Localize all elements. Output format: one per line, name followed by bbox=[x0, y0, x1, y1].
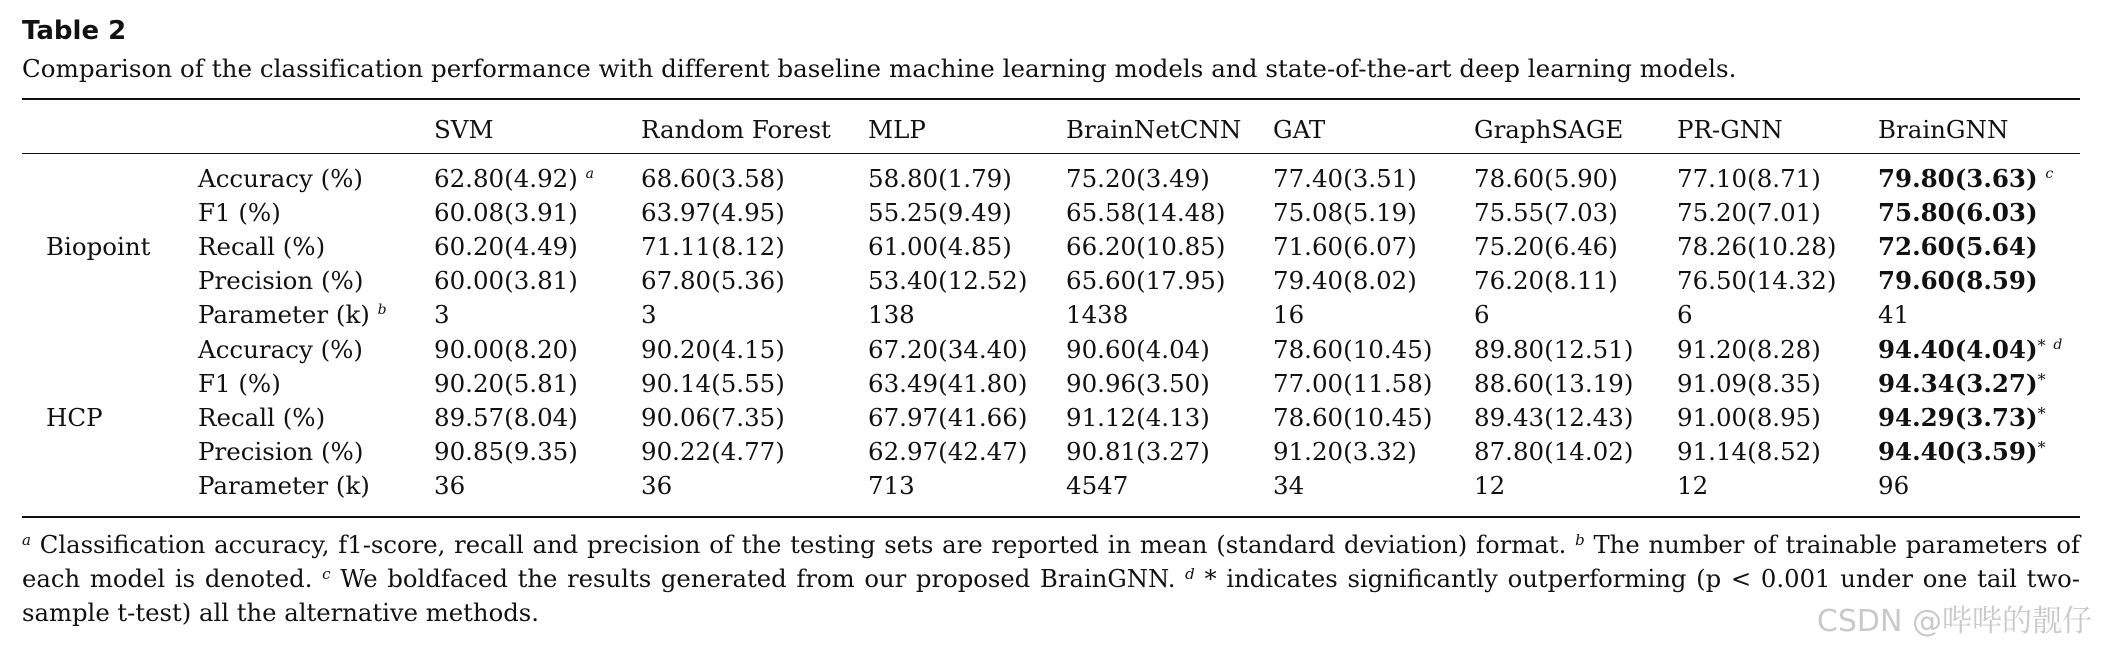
value-cell bbox=[1066, 298, 1273, 332]
metric-cell bbox=[198, 264, 434, 298]
footnote-mark: c bbox=[322, 565, 331, 583]
value-cell bbox=[1474, 400, 1677, 434]
value: 75.20(6.46) bbox=[1474, 231, 1618, 261]
table-title: Table 2 bbox=[22, 16, 127, 46]
metric-label: Precision (%) bbox=[198, 437, 364, 467]
value-cell bbox=[1273, 298, 1474, 332]
value: 60.08(3.91) bbox=[434, 197, 578, 227]
column-header: Random Forest bbox=[641, 115, 831, 144]
value-cell bbox=[1878, 469, 2080, 503]
column-header: PR-GNN bbox=[1677, 115, 1783, 144]
table-row bbox=[22, 264, 2080, 298]
value-cell bbox=[1273, 469, 1474, 503]
value: 75.20(7.01) bbox=[1677, 197, 1821, 227]
significance-star: * bbox=[2037, 403, 2046, 423]
metric-label: Recall (%) bbox=[198, 231, 326, 261]
value-cell bbox=[434, 400, 641, 434]
value-cell bbox=[1677, 264, 1878, 298]
value-cell bbox=[434, 332, 641, 366]
value-cell bbox=[1474, 264, 1677, 298]
value-cell bbox=[868, 229, 1066, 263]
value: 58.80(1.79) bbox=[868, 163, 1012, 193]
table-row bbox=[22, 400, 2080, 434]
value: 76.50(14.32) bbox=[1677, 266, 1837, 296]
table-row bbox=[22, 366, 2080, 400]
value-cell bbox=[1878, 332, 2080, 366]
value: 65.58(14.48) bbox=[1066, 197, 1226, 227]
value-cell bbox=[1677, 366, 1878, 400]
footnote-mark: b bbox=[1575, 531, 1585, 549]
value: 91.00(8.95) bbox=[1677, 402, 1821, 432]
table-row bbox=[22, 469, 2080, 503]
footnote-text: The number of trainable parameters of each model is denoted. bbox=[22, 530, 2080, 593]
value-cell bbox=[434, 435, 641, 469]
header-row bbox=[22, 106, 2080, 153]
value: 36 bbox=[434, 471, 466, 501]
table-row bbox=[22, 195, 2080, 229]
value-cell bbox=[868, 435, 1066, 469]
best-value: 94.40(3.59) bbox=[1878, 437, 2038, 467]
column-header: BrainGNN bbox=[1878, 115, 2009, 144]
table-caption: Comparison of the classification performance with different baseline machine learning models and state-of-the-art deep learning models. bbox=[22, 54, 1737, 83]
footnote-mark: a bbox=[22, 531, 31, 549]
table-row bbox=[22, 298, 2080, 332]
value-cell bbox=[1066, 229, 1273, 263]
table-row bbox=[22, 161, 2080, 195]
metric-cell bbox=[198, 161, 434, 195]
value: 16 bbox=[1273, 300, 1305, 330]
header-blank bbox=[22, 106, 198, 153]
value-cell bbox=[1474, 229, 1677, 263]
footnote-mark: d bbox=[1185, 565, 1195, 583]
value-cell bbox=[641, 435, 868, 469]
column-header: BrainNetCNN bbox=[1066, 115, 1242, 144]
best-value: 72.60(5.64) bbox=[1878, 231, 2038, 261]
value: 3 bbox=[641, 300, 657, 330]
footnote-mark: b bbox=[377, 302, 387, 319]
best-value: 79.60(8.59) bbox=[1878, 266, 2038, 296]
value-cell bbox=[1474, 298, 1677, 332]
value: 1438 bbox=[1066, 300, 1129, 330]
value-cell bbox=[1273, 332, 1474, 366]
value: 67.80(5.36) bbox=[641, 266, 785, 296]
metric-label: Accuracy (%) bbox=[198, 334, 363, 364]
value: 12 bbox=[1474, 471, 1506, 501]
value: 78.60(5.90) bbox=[1474, 163, 1618, 193]
metric-label: Parameter (k) bbox=[198, 300, 370, 330]
value: 66.20(10.85) bbox=[1066, 231, 1226, 261]
value-cell bbox=[641, 400, 868, 434]
value: 36 bbox=[641, 471, 673, 501]
value-cell bbox=[1066, 161, 1273, 195]
footnote-text: Classification accuracy, f1-score, recall and precision of the testing sets are reported in mean (standard deviation) format. bbox=[30, 530, 1576, 559]
value: 79.40(8.02) bbox=[1273, 266, 1417, 296]
value: 90.14(5.55) bbox=[641, 368, 785, 398]
metric-label: Accuracy (%) bbox=[198, 163, 363, 193]
column-header: SVM bbox=[434, 115, 494, 144]
value-cell bbox=[1066, 264, 1273, 298]
value-cell bbox=[1474, 366, 1677, 400]
value-cell bbox=[868, 400, 1066, 434]
value-cell bbox=[1066, 332, 1273, 366]
value-cell bbox=[1677, 161, 1878, 195]
value: 6 bbox=[1677, 300, 1693, 330]
metric-cell bbox=[198, 469, 434, 503]
value-cell bbox=[1878, 400, 2080, 434]
value: 90.81(3.27) bbox=[1066, 437, 1210, 467]
column-header: MLP bbox=[868, 115, 926, 144]
best-value: 79.80(3.63) bbox=[1878, 163, 2038, 193]
significance-star: * bbox=[2037, 335, 2046, 355]
value-cell bbox=[1273, 229, 1474, 263]
value-cell bbox=[1066, 469, 1273, 503]
value-cell bbox=[868, 264, 1066, 298]
value-cell bbox=[868, 366, 1066, 400]
value: 60.20(4.49) bbox=[434, 231, 578, 261]
csdn-watermark: CSDN @哔哔的靓仔 bbox=[1816, 604, 2092, 639]
value: 61.00(4.85) bbox=[868, 231, 1012, 261]
value-cell bbox=[1066, 435, 1273, 469]
metric-cell bbox=[198, 229, 434, 263]
results-table bbox=[22, 106, 2080, 503]
value: 87.80(14.02) bbox=[1474, 437, 1634, 467]
value: 62.80(4.92) bbox=[434, 163, 578, 193]
best-value: 94.29(3.73) bbox=[1878, 402, 2038, 432]
value-cell bbox=[641, 161, 868, 195]
value-cell bbox=[434, 161, 641, 195]
dataset-label: Biopoint bbox=[46, 231, 151, 261]
metric-cell bbox=[198, 400, 434, 434]
table-row bbox=[22, 435, 2080, 469]
value: 713 bbox=[868, 471, 915, 501]
table-row bbox=[22, 332, 2080, 366]
metric-label: F1 (%) bbox=[198, 368, 281, 398]
value: 63.49(41.80) bbox=[868, 368, 1028, 398]
value-cell bbox=[1474, 161, 1677, 195]
value: 62.97(42.47) bbox=[868, 437, 1028, 467]
value: 4547 bbox=[1066, 471, 1129, 501]
value-cell bbox=[1273, 435, 1474, 469]
footnote-mark: d bbox=[2053, 336, 2063, 353]
top-rule bbox=[22, 98, 2080, 100]
value-cell bbox=[868, 161, 1066, 195]
metric-label: Precision (%) bbox=[198, 266, 364, 296]
metric-cell bbox=[198, 195, 434, 229]
value: 68.60(3.58) bbox=[641, 163, 785, 193]
column-header: GraphSAGE bbox=[1474, 115, 1624, 144]
value: 88.60(13.19) bbox=[1474, 368, 1634, 398]
value: 78.60(10.45) bbox=[1273, 402, 1433, 432]
value-cell bbox=[1273, 264, 1474, 298]
value: 91.14(8.52) bbox=[1677, 437, 1821, 467]
metric-label: F1 (%) bbox=[198, 197, 281, 227]
value-cell bbox=[434, 229, 641, 263]
value-cell bbox=[1878, 264, 2080, 298]
metric-cell bbox=[198, 366, 434, 400]
value-cell bbox=[434, 264, 641, 298]
value-cell bbox=[1066, 366, 1273, 400]
best-value: 94.34(3.27) bbox=[1878, 368, 2038, 398]
value-cell bbox=[641, 332, 868, 366]
table-row bbox=[22, 229, 2080, 263]
footnote-text: We boldfaced the results generated from our proposed BrainGNN. bbox=[330, 564, 1186, 593]
value: 90.22(4.77) bbox=[641, 437, 785, 467]
value-cell bbox=[641, 469, 868, 503]
value-cell bbox=[1273, 366, 1474, 400]
value-cell bbox=[1474, 435, 1677, 469]
value: 55.25(9.49) bbox=[868, 197, 1012, 227]
value-cell bbox=[1677, 229, 1878, 263]
value: 91.20(3.32) bbox=[1273, 437, 1417, 467]
value-cell bbox=[1474, 469, 1677, 503]
value: 91.09(8.35) bbox=[1677, 368, 1821, 398]
best-value: 75.80(6.03) bbox=[1878, 197, 2038, 227]
dataset-label: HCP bbox=[46, 402, 103, 432]
value: 77.40(3.51) bbox=[1273, 163, 1417, 193]
bottom-rule bbox=[22, 516, 2080, 518]
value: 90.85(9.35) bbox=[434, 437, 578, 467]
header-blank bbox=[198, 106, 434, 153]
value: 90.60(4.04) bbox=[1066, 334, 1210, 364]
value-cell bbox=[1878, 298, 2080, 332]
value-cell bbox=[1677, 469, 1878, 503]
value-cell bbox=[641, 195, 868, 229]
value: 71.60(6.07) bbox=[1273, 231, 1417, 261]
value-cell bbox=[1273, 400, 1474, 434]
value-cell bbox=[434, 195, 641, 229]
value-cell bbox=[1474, 332, 1677, 366]
value: 12 bbox=[1677, 471, 1709, 501]
value-cell bbox=[641, 298, 868, 332]
value-cell bbox=[641, 366, 868, 400]
value: 3 bbox=[434, 300, 450, 330]
value-cell bbox=[434, 298, 641, 332]
value: 67.20(34.40) bbox=[868, 334, 1028, 364]
value: 60.00(3.81) bbox=[434, 266, 578, 296]
metric-cell bbox=[198, 435, 434, 469]
value: 89.57(8.04) bbox=[434, 402, 578, 432]
value: 76.20(8.11) bbox=[1474, 266, 1618, 296]
column-header: GAT bbox=[1273, 115, 1326, 144]
value: 63.97(4.95) bbox=[641, 197, 785, 227]
value: 91.20(8.28) bbox=[1677, 334, 1821, 364]
value-cell bbox=[1474, 195, 1677, 229]
table-footnotes bbox=[22, 528, 2080, 630]
value: 75.20(3.49) bbox=[1066, 163, 1210, 193]
metric-label: Recall (%) bbox=[198, 402, 326, 432]
value: 34 bbox=[1273, 471, 1305, 501]
metric-cell bbox=[198, 298, 434, 332]
value-cell bbox=[1878, 161, 2080, 195]
value-cell bbox=[1677, 298, 1878, 332]
value-cell bbox=[641, 264, 868, 298]
value-cell bbox=[1878, 366, 2080, 400]
value: 96 bbox=[1878, 471, 1910, 501]
value: 67.97(41.66) bbox=[868, 402, 1028, 432]
value: 53.40(12.52) bbox=[868, 266, 1028, 296]
value: 65.60(17.95) bbox=[1066, 266, 1226, 296]
value-cell bbox=[641, 229, 868, 263]
value-cell bbox=[868, 298, 1066, 332]
value-cell bbox=[868, 469, 1066, 503]
value: 89.43(12.43) bbox=[1474, 402, 1634, 432]
value-cell bbox=[1066, 195, 1273, 229]
footnote-text: * indicates significantly outperforming (p < 0.001 under one tail two-sample t-test) all the alternative methods. bbox=[22, 564, 2080, 627]
value-cell bbox=[1066, 400, 1273, 434]
value-cell bbox=[1677, 195, 1878, 229]
value: 75.55(7.03) bbox=[1474, 197, 1618, 227]
value: 75.08(5.19) bbox=[1273, 197, 1417, 227]
value-cell bbox=[1878, 195, 2080, 229]
value: 90.96(3.50) bbox=[1066, 368, 1210, 398]
value: 89.80(12.51) bbox=[1474, 334, 1634, 364]
value: 90.20(5.81) bbox=[434, 368, 578, 398]
value-cell bbox=[868, 195, 1066, 229]
metric-label: Parameter (k) bbox=[198, 471, 370, 501]
best-value: 94.40(4.04) bbox=[1878, 334, 2038, 364]
footnote-mark: a bbox=[585, 165, 594, 182]
value-cell bbox=[868, 332, 1066, 366]
value: 91.12(4.13) bbox=[1066, 402, 1210, 432]
value-cell bbox=[1273, 161, 1474, 195]
value: 71.11(8.12) bbox=[641, 231, 785, 261]
value-cell bbox=[1878, 435, 2080, 469]
value: 90.06(7.35) bbox=[641, 402, 785, 432]
value-cell bbox=[1878, 229, 2080, 263]
value-cell bbox=[1677, 400, 1878, 434]
value-cell bbox=[1273, 195, 1474, 229]
significance-star: * bbox=[2037, 369, 2046, 389]
value-cell bbox=[1677, 435, 1878, 469]
metric-cell bbox=[198, 332, 434, 366]
value-cell bbox=[1677, 332, 1878, 366]
value: 78.26(10.28) bbox=[1677, 231, 1837, 261]
footnote-mark: c bbox=[2045, 165, 2054, 182]
value: 90.20(4.15) bbox=[641, 334, 785, 364]
value: 41 bbox=[1878, 300, 1910, 330]
value-cell bbox=[434, 366, 641, 400]
value: 6 bbox=[1474, 300, 1490, 330]
value: 90.00(8.20) bbox=[434, 334, 578, 364]
value: 138 bbox=[868, 300, 915, 330]
value: 78.60(10.45) bbox=[1273, 334, 1433, 364]
value-cell bbox=[434, 469, 641, 503]
significance-star: * bbox=[2037, 438, 2046, 458]
value: 77.00(11.58) bbox=[1273, 368, 1433, 398]
value: 77.10(8.71) bbox=[1677, 163, 1821, 193]
